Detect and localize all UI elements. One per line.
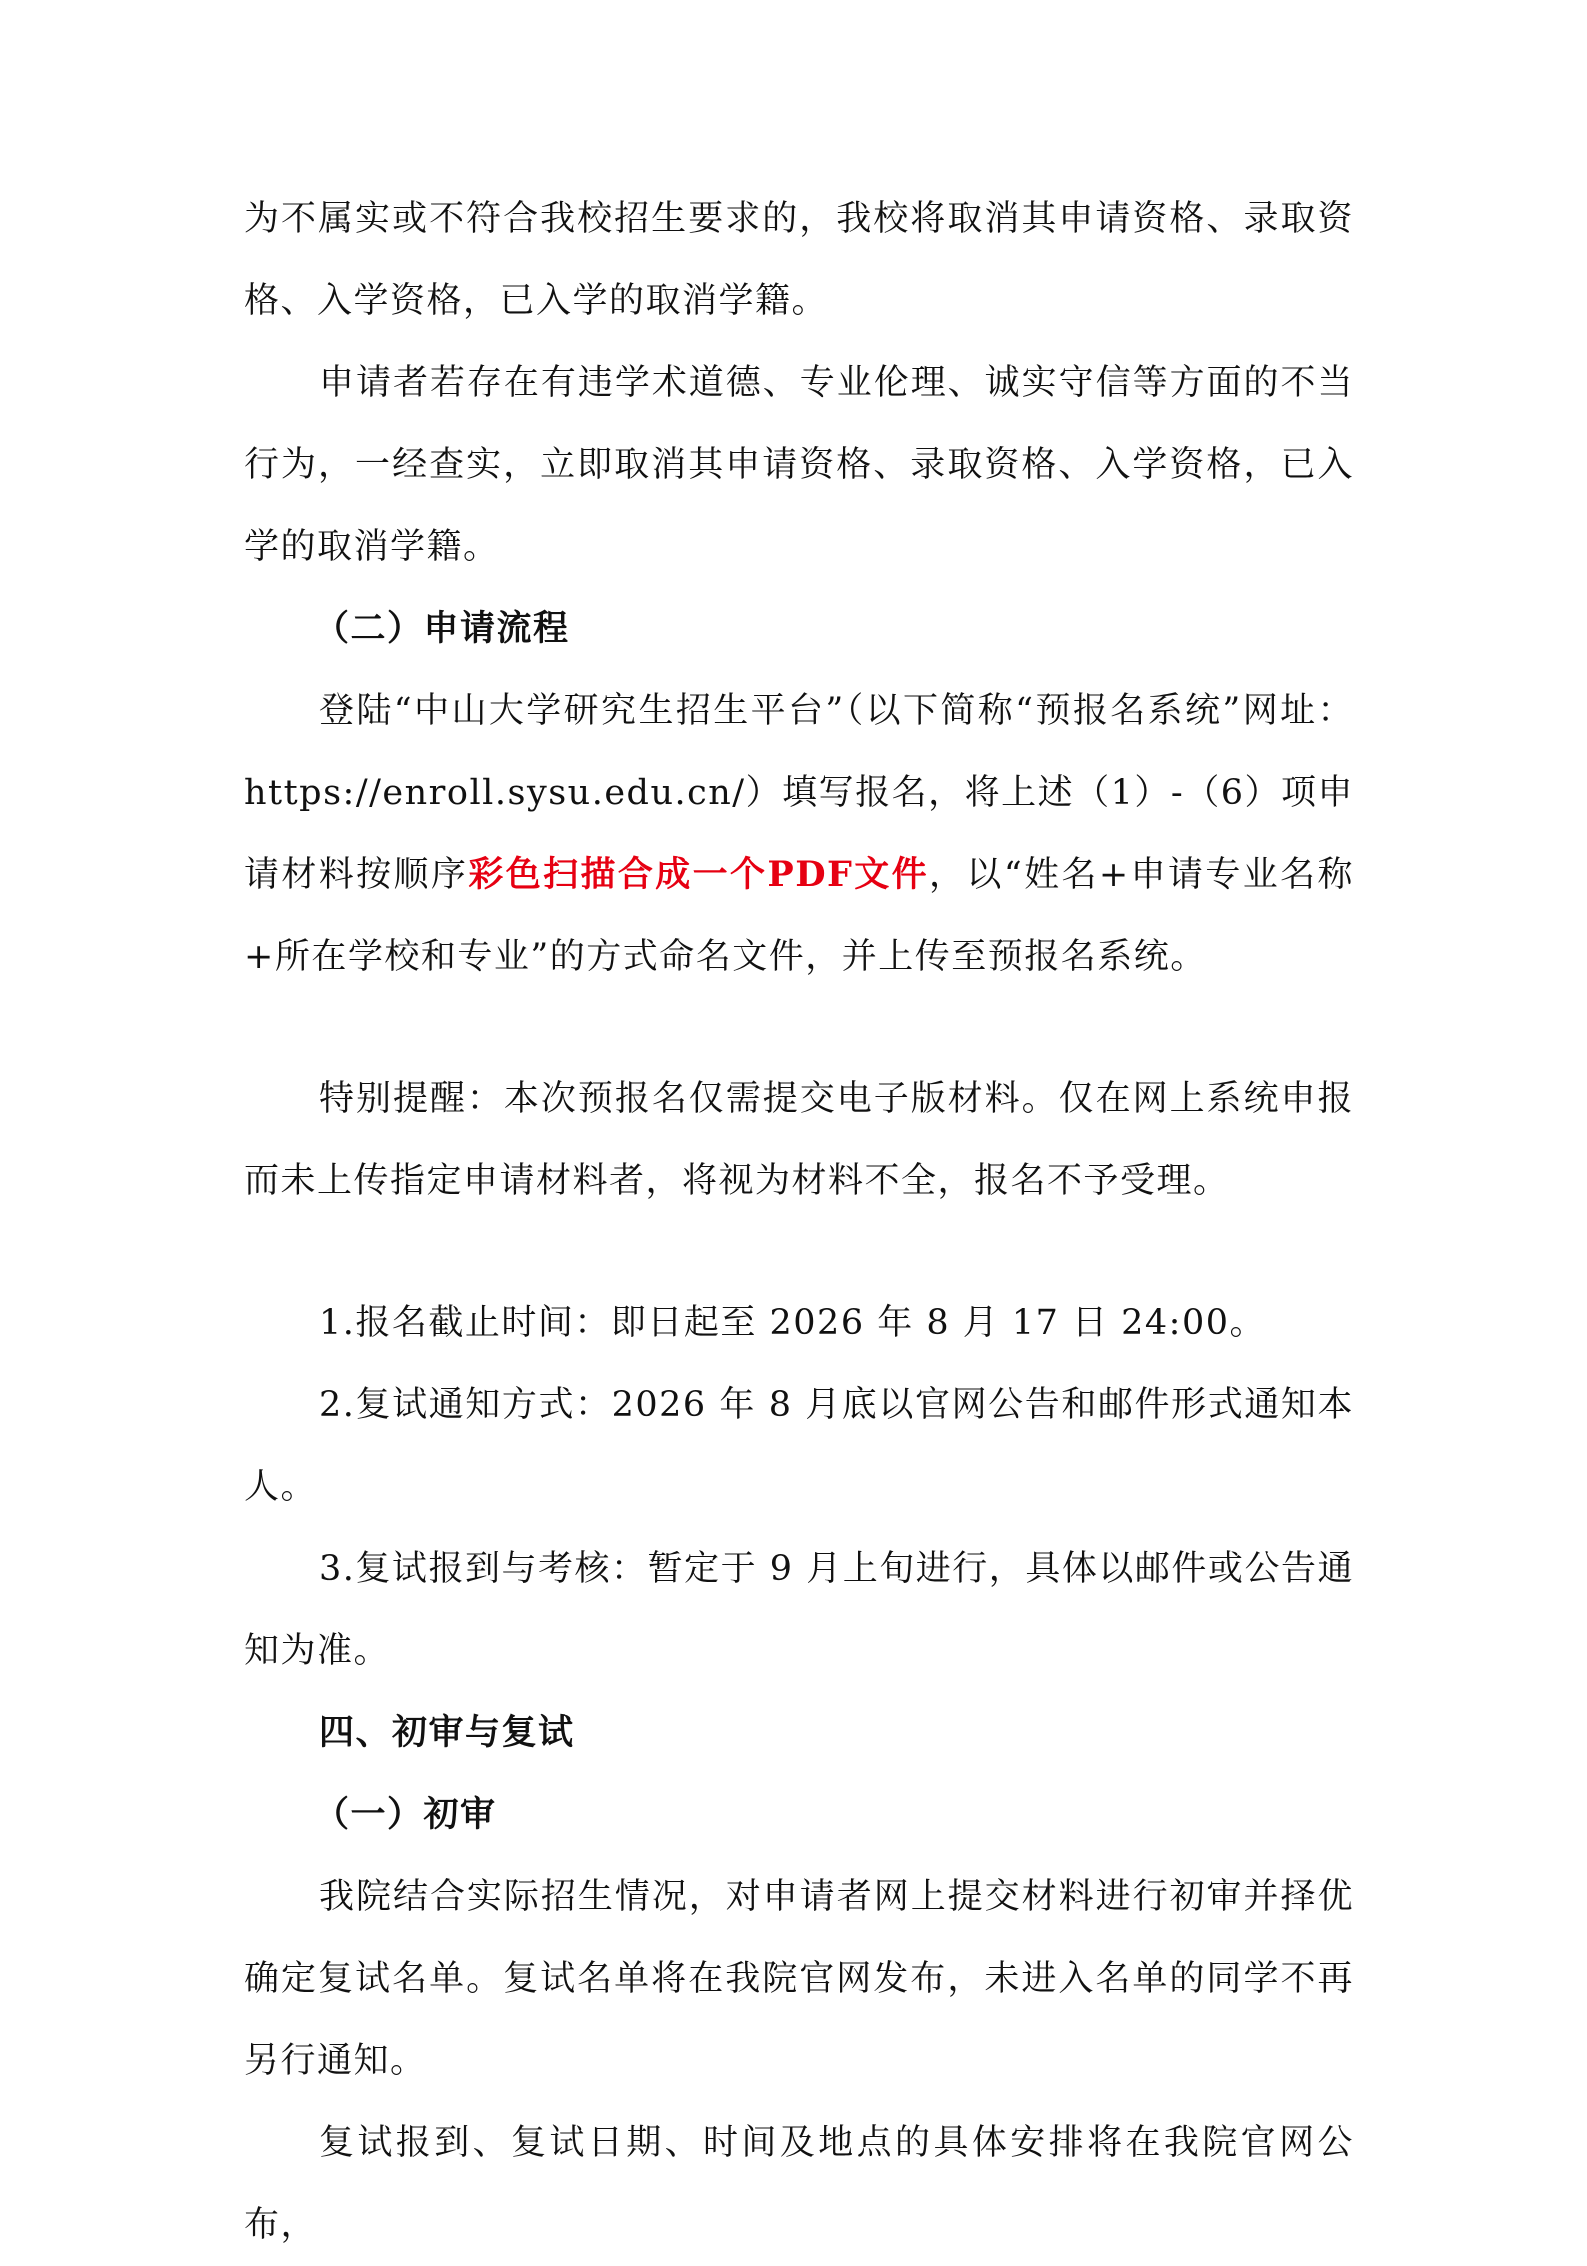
paragraph-preliminary-review: 我院结合实际招生情况，对申请者网上提交材料进行初审并择优确定复试名单。复试名单将在我院官网发布，未进入名单的同学不再另行通知。 (244, 1877, 1354, 2081)
heading-preliminary-review: （一）初审 (314, 1794, 497, 1835)
paragraph-special-reminder: 特别提醒：本次预报名仅需提交电子版材料。仅在网上系统申报而未上传指定申请材料者，将视为材料不全，报名不予受理。 (244, 1079, 1354, 1201)
registration-text-before: 登陆“中山大学研究生招生平台”（以下简称“预报名系统”网址：https://enroll.sysu.edu.cn/）填写报名，将上述（1）-（6）项申请材料按顺序 (244, 691, 1354, 895)
paragraph-interview-schedule: 3.复试报到与考核：暂定于 9 月上旬进行，具体以邮件或公告通知为准。 (244, 1549, 1354, 1671)
highlight-pdf-requirement: 彩色扫描合成一个PDF文件 (468, 854, 930, 895)
paragraph-deadline: 1.报名截止时间：即日起至 2026 年 8 月 17 日 24:00。 (319, 1303, 1267, 1343)
paragraph-notification-method: 2.复试通知方式：2026 年 8 月底以官网公告和邮件形式通知本人。 (244, 1385, 1354, 1507)
paragraph-academic-ethics: 申请者若存在有违学术道德、专业伦理、诚实守信等方面的不当行为，一经查实，立即取消其申请资格、录取资格、入学资格，已入学的取消学籍。 (244, 363, 1354, 567)
heading-application-process: （二）申请流程 (314, 608, 570, 649)
heading-section-four: 四、初审与复试 (319, 1712, 575, 1753)
paragraph-disqualification: 为不属实或不符合我校招生要求的，我校将取消其申请资格、录取资格、入学资格，已入学的取消学籍。 (244, 199, 1354, 321)
blank-line (244, 1222, 1354, 1282)
paragraph-registration-instructions (244, 670, 1354, 998)
blank-line (244, 998, 1354, 1058)
registration-text-after: ，以“姓名+申请专业名称+所在学校和专业”的方式命名文件，并上传至预报名系统。 (244, 855, 1354, 977)
document-body (244, 178, 1354, 2266)
paragraph-interview-arrangements: 复试报到、复试日期、时间及地点的具体安排将在我院官网公布， (244, 2123, 1354, 2245)
